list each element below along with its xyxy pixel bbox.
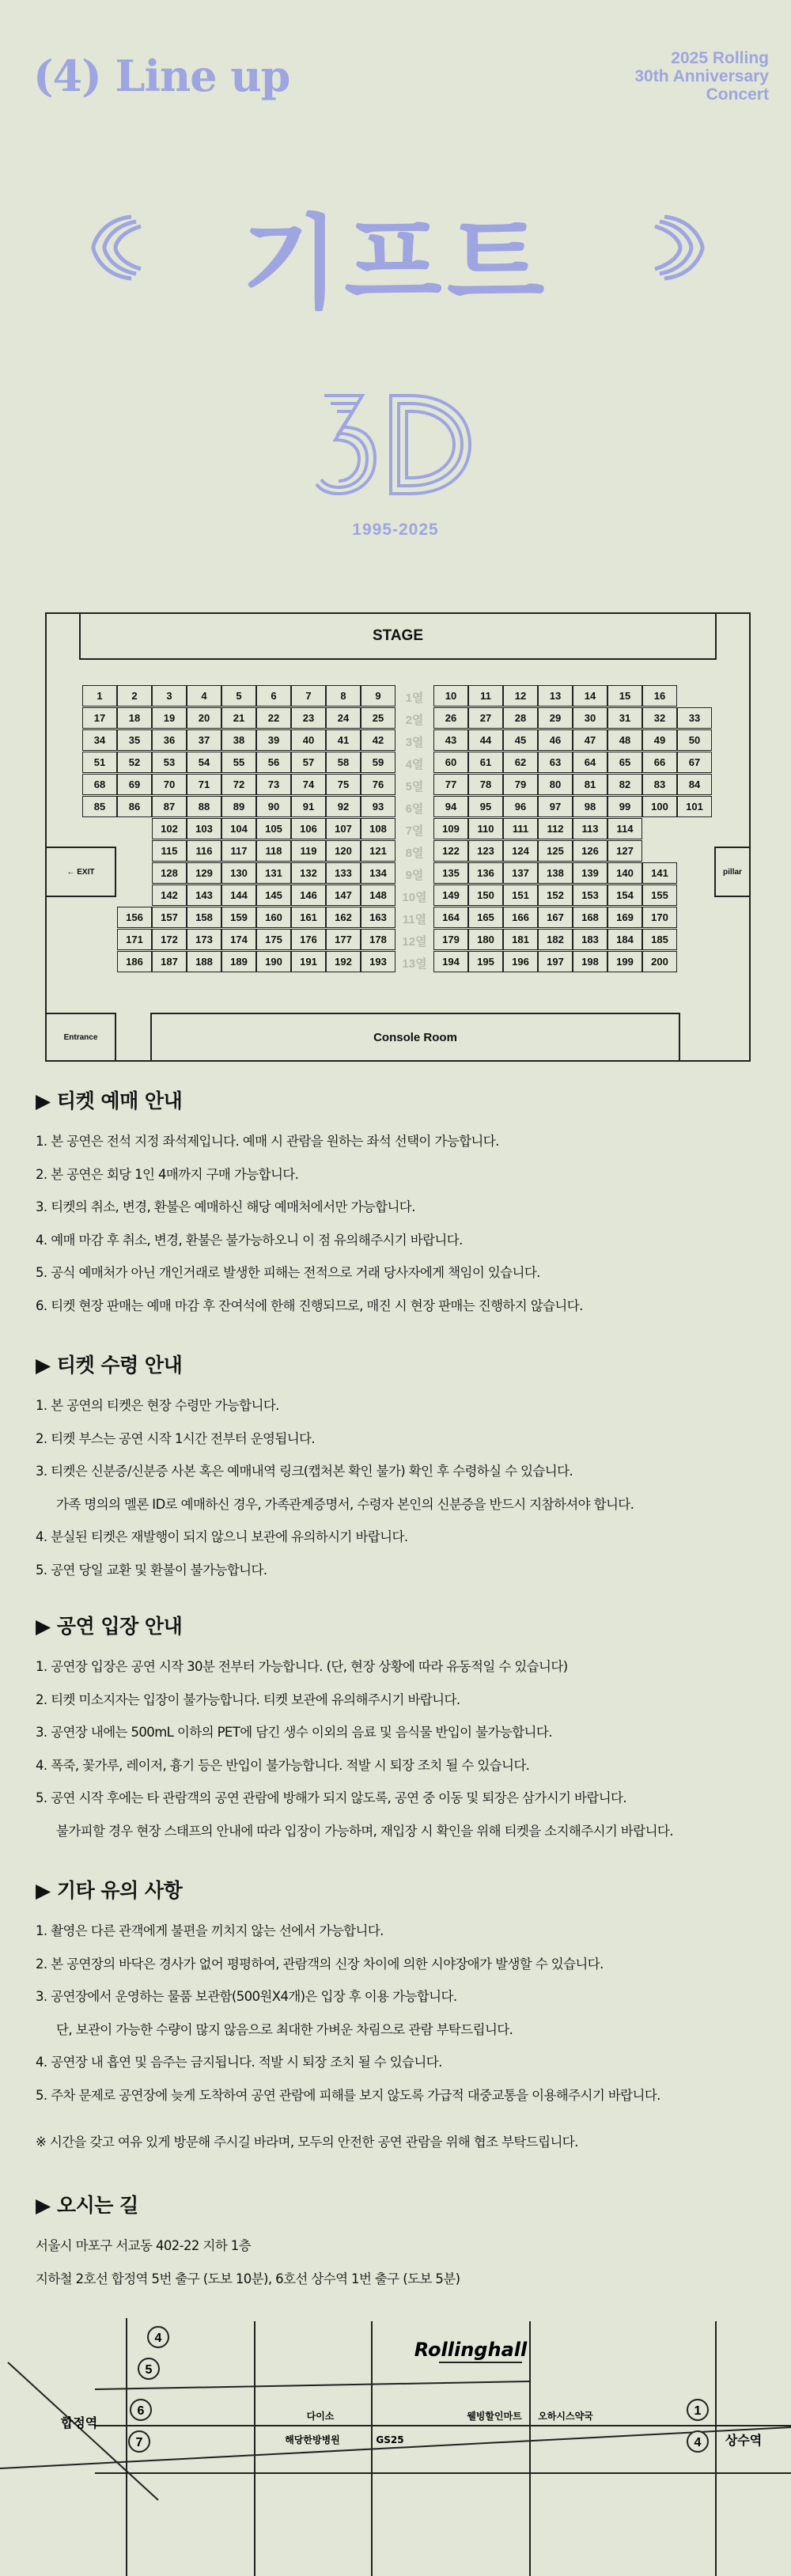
seat-182: 182 (538, 929, 573, 950)
seat-117: 117 (221, 840, 256, 862)
seat-67: 67 (677, 752, 712, 773)
list-item: 1. 본 공연은 전석 지정 좌석제입니다. 예매 시 관람을 원하는 좌석 선택이 가능합니다. (36, 1134, 499, 1149)
seat-47: 47 (573, 729, 607, 751)
seat-41: 41 (326, 729, 361, 751)
seat-132: 132 (291, 862, 326, 884)
seat-95: 95 (468, 796, 503, 817)
seat-122: 122 (433, 840, 468, 862)
seat-49: 49 (642, 729, 677, 751)
seat-165: 165 (468, 907, 503, 928)
seat-161: 161 (291, 907, 326, 928)
list-item: 2. 티켓 부스는 공연 시작 1시간 전부터 운영됩니다. (36, 1430, 316, 1446)
seat-190: 190 (256, 951, 291, 972)
section-title: ▶ 티켓 수령 안내 (36, 1354, 183, 1377)
seat-158: 158 (187, 907, 221, 928)
seat-157: 157 (152, 907, 187, 928)
seat-81: 81 (573, 774, 607, 795)
seat-130: 130 (221, 862, 256, 884)
section-title: ▶ 티켓 예매 안내 (36, 1089, 183, 1112)
seat-10: 10 (433, 685, 468, 707)
seat-15: 15 (607, 685, 642, 707)
seat-36: 36 (152, 729, 187, 751)
seat-17: 17 (82, 707, 117, 729)
row-label: 8열 (405, 847, 424, 860)
seat-141: 141 (642, 862, 677, 884)
seat-48: 48 (607, 729, 642, 751)
seat-183: 183 (573, 929, 607, 950)
seat-12: 12 (503, 685, 538, 707)
seat-187: 187 (152, 951, 187, 972)
seat-178: 178 (361, 929, 396, 950)
list-item: 불가피할 경우 현장 스태프의 안내에 따라 입장이 가능하며, 재입장 시 확인을 위해 티켓을 소지해주시기 바랍니다. (56, 1823, 673, 1839)
seat-63: 63 (538, 752, 573, 773)
seat-131: 131 (256, 862, 291, 884)
exit-number: 1 (694, 2404, 702, 2418)
seat-151: 151 (503, 885, 538, 906)
seat-167: 167 (538, 907, 573, 928)
seat-43: 43 (433, 729, 468, 751)
seat-44: 44 (468, 729, 503, 751)
seat-176: 176 (291, 929, 326, 950)
console-room: Console Room (150, 1013, 680, 1062)
list-item: 5. 공연 시작 후에는 타 관람객의 공연 관람에 방해가 되지 않도록, 공연 중 이동 및 퇴장은 삼가시기 바랍니다. (36, 1790, 627, 1805)
list-item: 2. 본 공연은 회당 1인 4매까지 구매 가능합니다. (36, 1166, 299, 1182)
seat-42: 42 (361, 729, 396, 751)
row-label: 7열 (405, 824, 424, 838)
seat-56: 56 (256, 752, 291, 773)
list-item: 1. 촬영은 다른 관객에게 불편을 끼치지 않는 선에서 가능합니다. (36, 1923, 384, 1938)
seat-175: 175 (256, 929, 291, 950)
seat-24: 24 (326, 707, 361, 729)
seat-57: 57 (291, 752, 326, 773)
visit-note: ※ 시간을 갖고 여유 있게 방문해 주시길 바라며, 모두의 안전한 공연 관람을 위해 협조 부탁드립니다. (36, 2135, 578, 2150)
list-item: 단, 보관이 가능한 수량이 많지 않음으로 최대한 가벼운 차림으로 관람 부탁드립니다. (56, 2021, 513, 2037)
stage: STAGE (79, 612, 717, 660)
seat-39: 39 (256, 729, 291, 751)
seat-29: 29 (538, 707, 573, 729)
seat-123: 123 (468, 840, 503, 862)
seat-120: 120 (326, 840, 361, 862)
concert-line: 2025 Rolling (671, 49, 769, 67)
ticket-pickup-section (36, 1350, 763, 1586)
row-label: 1열 (405, 691, 424, 705)
seat-7: 7 (291, 685, 326, 707)
seat-103: 103 (187, 818, 221, 839)
seat-177: 177 (326, 929, 361, 950)
row-label: 2열 (405, 714, 424, 727)
seat-179: 179 (433, 929, 468, 950)
list-item: 5. 공연 당일 교환 및 환불이 불가능합니다. (36, 1562, 267, 1578)
seat-154: 154 (607, 885, 642, 906)
seat-200: 200 (642, 951, 677, 972)
seat-84: 84 (677, 774, 712, 795)
seat-111: 111 (503, 818, 538, 839)
landmark-label: 다이소 (306, 2411, 335, 2422)
seat-58: 58 (326, 752, 361, 773)
seat-134: 134 (361, 862, 396, 884)
seat-11: 11 (468, 685, 503, 707)
seat-163: 163 (361, 907, 396, 928)
seat-104: 104 (221, 818, 256, 839)
exit-box: ← EXIT (45, 847, 116, 897)
list-item: 2. 본 공연장의 바닥은 경사가 없어 평평하여, 관람객의 신장 차이에 의한 시야장애가 발생할 수 있습니다. (36, 1956, 604, 1972)
seat-149: 149 (433, 885, 468, 906)
seat-96: 96 (503, 796, 538, 817)
seat-197: 197 (538, 951, 573, 972)
seat-125: 125 (538, 840, 573, 862)
ticket-booking-section (36, 1085, 763, 1322)
seat-14: 14 (573, 685, 607, 707)
seat-27: 27 (468, 707, 503, 729)
list-item: 가족 명의의 멜론 ID로 예매하신 경우, 가족관계증명서, 수령자 본인의 신분증을 반드시 지참하셔야 합니다. (56, 1496, 634, 1512)
seat-50: 50 (677, 729, 712, 751)
seat-88: 88 (187, 796, 221, 817)
landmark-label: GS25 (376, 2434, 404, 2445)
seat-192: 192 (326, 951, 361, 972)
location-map (0, 2310, 791, 2576)
seat-150: 150 (468, 885, 503, 906)
seat-87: 87 (152, 796, 187, 817)
seat-97: 97 (538, 796, 573, 817)
seat-69: 69 (117, 774, 152, 795)
seat-153: 153 (573, 885, 607, 906)
seat-101: 101 (677, 796, 712, 817)
seat-159: 159 (221, 907, 256, 928)
subway-text: 지하철 2호선 합정역 5번 출구 (도보 10분), 6호선 상수역 1번 출구 (도보 5분) (36, 2271, 460, 2286)
seat-142: 142 (152, 885, 187, 906)
other-notes-section (36, 1875, 763, 2112)
seat-124: 124 (503, 840, 538, 862)
seat-38: 38 (221, 729, 256, 751)
seat-140: 140 (607, 862, 642, 884)
seat-138: 138 (538, 862, 573, 884)
seat-18: 18 (117, 707, 152, 729)
seat-173: 173 (187, 929, 221, 950)
seat-62: 62 (503, 752, 538, 773)
seat-25: 25 (361, 707, 396, 729)
seat-78: 78 (468, 774, 503, 795)
list-item: 3. 공연장 내에는 500mL 이하의 PET에 담긴 생수 이외의 음료 및 음식물 반입이 불가능합니다. (36, 1725, 552, 1740)
seat-100: 100 (642, 796, 677, 817)
seat-59: 59 (361, 752, 396, 773)
logo-text: 3D (393, 459, 395, 460)
seat-61: 61 (468, 752, 503, 773)
seat-99: 99 (607, 796, 642, 817)
seat-155: 155 (642, 885, 677, 906)
seat-135: 135 (433, 862, 468, 884)
concert-line: Concert (706, 85, 769, 104)
list-item: 4. 폭죽, 꽃가루, 레이저, 흉기 등은 반입이 불가능합니다. 적발 시 퇴장 조치 될 수 있습니다. (36, 1757, 530, 1773)
row-label: 13열 (402, 957, 427, 971)
entrance-box: Entrance (45, 1013, 116, 1062)
seat-139: 139 (573, 862, 607, 884)
seat-98: 98 (573, 796, 607, 817)
seat-113: 113 (573, 818, 607, 839)
seat-21: 21 (221, 707, 256, 729)
list-item: 5. 주차 문제로 공연장에 늦게 도착하여 공연 관람에 피해를 보지 않도록 가급적 대중교통을 이용해주시기 바랍니다. (36, 2087, 660, 2103)
seat-77: 77 (433, 774, 468, 795)
seat-3: 3 (152, 685, 187, 707)
seat-5: 5 (221, 685, 256, 707)
seat-133: 133 (326, 862, 361, 884)
station-left-label: 합정역 (60, 2415, 98, 2430)
seat-180: 180 (468, 929, 503, 950)
station-right-label: 상수역 (725, 2433, 763, 2448)
seat-40: 40 (291, 729, 326, 751)
seat-174: 174 (221, 929, 256, 950)
directions-section (36, 2190, 763, 2295)
seat-136: 136 (468, 862, 503, 884)
seat-66: 66 (642, 752, 677, 773)
seat-13: 13 (538, 685, 573, 707)
row-label: 11열 (402, 913, 427, 926)
seat-144: 144 (221, 885, 256, 906)
exit-number: 6 (137, 2404, 145, 2418)
row-label: 5열 (405, 780, 424, 794)
seat-147: 147 (326, 885, 361, 906)
seat-129: 129 (187, 862, 221, 884)
seat-1: 1 (82, 685, 117, 707)
list-item: 4. 공연장 내 흡연 및 음주는 금지됩니다. 적발 시 퇴장 조치 될 수 있습니다. (36, 2055, 442, 2070)
section-title: ▶ 기타 유의 사항 (36, 1879, 183, 1902)
list-item: 4. 예매 마감 후 취소, 변경, 환불은 불가능하오니 이 점 유의해주시기 바랍니다. (36, 1232, 463, 1248)
seat-30: 30 (573, 707, 607, 729)
seat-68: 68 (82, 774, 117, 795)
venue-label: Rollinghall (414, 2339, 528, 2361)
seat-108: 108 (361, 818, 396, 839)
row-label: 9열 (405, 869, 424, 882)
seat-51: 51 (82, 752, 117, 773)
entry-section (36, 1611, 763, 1847)
row-label: 12열 (402, 935, 427, 949)
list-item: 1. 본 공연의 티켓은 현장 수령만 가능합니다. (36, 1398, 279, 1413)
seat-19: 19 (152, 707, 187, 729)
seat-91: 91 (291, 796, 326, 817)
seat-46: 46 (538, 729, 573, 751)
list-item: 5. 공식 예매처가 아닌 개인거래로 발생한 피해는 전적으로 거래 당사자에게 책임이 있습니다. (36, 1265, 540, 1280)
section-title: ▶ 공연 입장 안내 (36, 1615, 183, 1638)
seat-106: 106 (291, 818, 326, 839)
seat-23: 23 (291, 707, 326, 729)
seat-83: 83 (642, 774, 677, 795)
seat-146: 146 (291, 885, 326, 906)
artist-name: 기프트 (241, 205, 550, 323)
seat-126: 126 (573, 840, 607, 862)
seat-4: 4 (187, 685, 221, 707)
seat-137: 137 (503, 862, 538, 884)
seat-170: 170 (642, 907, 677, 928)
seat-79: 79 (503, 774, 538, 795)
seat-198: 198 (573, 951, 607, 972)
seat-181: 181 (503, 929, 538, 950)
seat-127: 127 (607, 840, 642, 862)
years-label: 1995-2025 (352, 521, 439, 539)
exit-number: 4 (154, 2332, 162, 2345)
seat-33: 33 (677, 707, 712, 729)
seat-52: 52 (117, 752, 152, 773)
seat-2: 2 (117, 685, 152, 707)
seat-6: 6 (256, 685, 291, 707)
seat-102: 102 (152, 818, 187, 839)
seat-86: 86 (117, 796, 152, 817)
seat-89: 89 (221, 796, 256, 817)
seat-32: 32 (642, 707, 677, 729)
exit-number: 4 (694, 2436, 702, 2449)
seat-184: 184 (607, 929, 642, 950)
seat-34: 34 (82, 729, 117, 751)
seat-152: 152 (538, 885, 573, 906)
section-title: ▶ 오시는 길 (36, 2194, 138, 2217)
map-labels (60, 2339, 762, 2448)
seat-93: 93 (361, 796, 396, 817)
seat-28: 28 (503, 707, 538, 729)
list-item: 6. 티켓 현장 판매는 예매 마감 후 잔여석에 한해 진행되므로, 매진 시 현장 판매는 진행하지 않습니다. (36, 1297, 583, 1313)
row-label: 10열 (402, 891, 427, 904)
seat-35: 35 (117, 729, 152, 751)
landmark-label: 해당한방병원 (285, 2434, 340, 2445)
seat-172: 172 (152, 929, 187, 950)
seat-189: 189 (221, 951, 256, 972)
seat-164: 164 (433, 907, 468, 928)
seat-185: 185 (642, 929, 677, 950)
seat-72: 72 (221, 774, 256, 795)
seat-9: 9 (361, 685, 396, 707)
seat-85: 85 (82, 796, 117, 817)
seat-90: 90 (256, 796, 291, 817)
concert-title (634, 49, 769, 104)
seat-75: 75 (326, 774, 361, 795)
seat-94: 94 (433, 796, 468, 817)
seat-80: 80 (538, 774, 573, 795)
seat-92: 92 (326, 796, 361, 817)
list-item: 2. 티켓 미소지자는 입장이 불가능합니다. 티켓 보관에 유의해주시기 바랍니다. (36, 1691, 460, 1707)
seat-55: 55 (221, 752, 256, 773)
seat-70: 70 (152, 774, 187, 795)
seat-166: 166 (503, 907, 538, 928)
seat-119: 119 (291, 840, 326, 862)
seat-8: 8 (326, 685, 361, 707)
seat-169: 169 (607, 907, 642, 928)
seat-71: 71 (187, 774, 221, 795)
seat-156: 156 (117, 907, 152, 928)
list-item: 4. 분실된 티켓은 재발행이 되지 않으니 보관에 유의하시기 바랍니다. (36, 1529, 408, 1544)
seat-64: 64 (573, 752, 607, 773)
seat-16: 16 (642, 685, 677, 707)
exit-number: 7 (135, 2436, 143, 2449)
address-text: 서울시 마포구 서교동 402-22 지하 1층 (36, 2238, 252, 2253)
seat-76: 76 (361, 774, 396, 795)
seat-109: 109 (433, 818, 468, 839)
seat-65: 65 (607, 752, 642, 773)
seat-31: 31 (607, 707, 642, 729)
seat-82: 82 (607, 774, 642, 795)
list-item: 3. 공연장에서 운영하는 물품 보관함(500원X4개)은 입장 후 이용 가능합니다. (36, 1989, 457, 2004)
seat-110: 110 (468, 818, 503, 839)
seat-199: 199 (607, 951, 642, 972)
seat-193: 193 (361, 951, 396, 972)
seat-105: 105 (256, 818, 291, 839)
seat-26: 26 (433, 707, 468, 729)
seat-186: 186 (117, 951, 152, 972)
seat-196: 196 (503, 951, 538, 972)
landmark-label: 오하시스약국 (538, 2411, 593, 2422)
seat-53: 53 (152, 752, 187, 773)
anniversary-logo-icon (315, 380, 481, 506)
exit-number: 5 (145, 2363, 153, 2377)
seat-45: 45 (503, 729, 538, 751)
list-item: 1. 공연장 입장은 공연 시작 30분 전부터 가능합니다. (단, 현장 상황에 따라 유동적일 수 있습니다) (36, 1659, 568, 1674)
concert-line: 30th Anniversary (634, 67, 769, 85)
seat-22: 22 (256, 707, 291, 729)
seat-188: 188 (187, 951, 221, 972)
pillar-box: pillar (714, 847, 751, 897)
seat-194: 194 (433, 951, 468, 972)
row-label: 3열 (405, 736, 424, 749)
list-item: 3. 티켓의 취소, 변경, 환불은 예매하신 해당 예매처에서만 가능합니다. (36, 1199, 415, 1214)
seat-20: 20 (187, 707, 221, 729)
row-label: 6열 (405, 802, 424, 816)
landmark-label: 웰빙할인마트 (467, 2411, 522, 2422)
seat-148: 148 (361, 885, 396, 906)
seat-168: 168 (573, 907, 607, 928)
seat-191: 191 (291, 951, 326, 972)
list-item: 3. 티켓은 신분증/신분증 사본 혹은 예매내역 링크(캡처본 확인 불가) 확인 후 수령하실 수 있습니다. (36, 1464, 573, 1479)
seat-121: 121 (361, 840, 396, 862)
seat-73: 73 (256, 774, 291, 795)
seat-60: 60 (433, 752, 468, 773)
seat-74: 74 (291, 774, 326, 795)
seat-118: 118 (256, 840, 291, 862)
seat-116: 116 (187, 840, 221, 862)
seat-115: 115 (152, 840, 187, 862)
seat-195: 195 (468, 951, 503, 972)
seat-145: 145 (256, 885, 291, 906)
seat-171: 171 (117, 929, 152, 950)
seat-143: 143 (187, 885, 221, 906)
seat-107: 107 (326, 818, 361, 839)
seat-37: 37 (187, 729, 221, 751)
lineup-title: (4) Line up (33, 51, 290, 101)
seat-128: 128 (152, 862, 187, 884)
seat-160: 160 (256, 907, 291, 928)
seat-114: 114 (607, 818, 642, 839)
seat-112: 112 (538, 818, 573, 839)
row-label: 4열 (405, 758, 424, 771)
seat-162: 162 (326, 907, 361, 928)
seat-54: 54 (187, 752, 221, 773)
